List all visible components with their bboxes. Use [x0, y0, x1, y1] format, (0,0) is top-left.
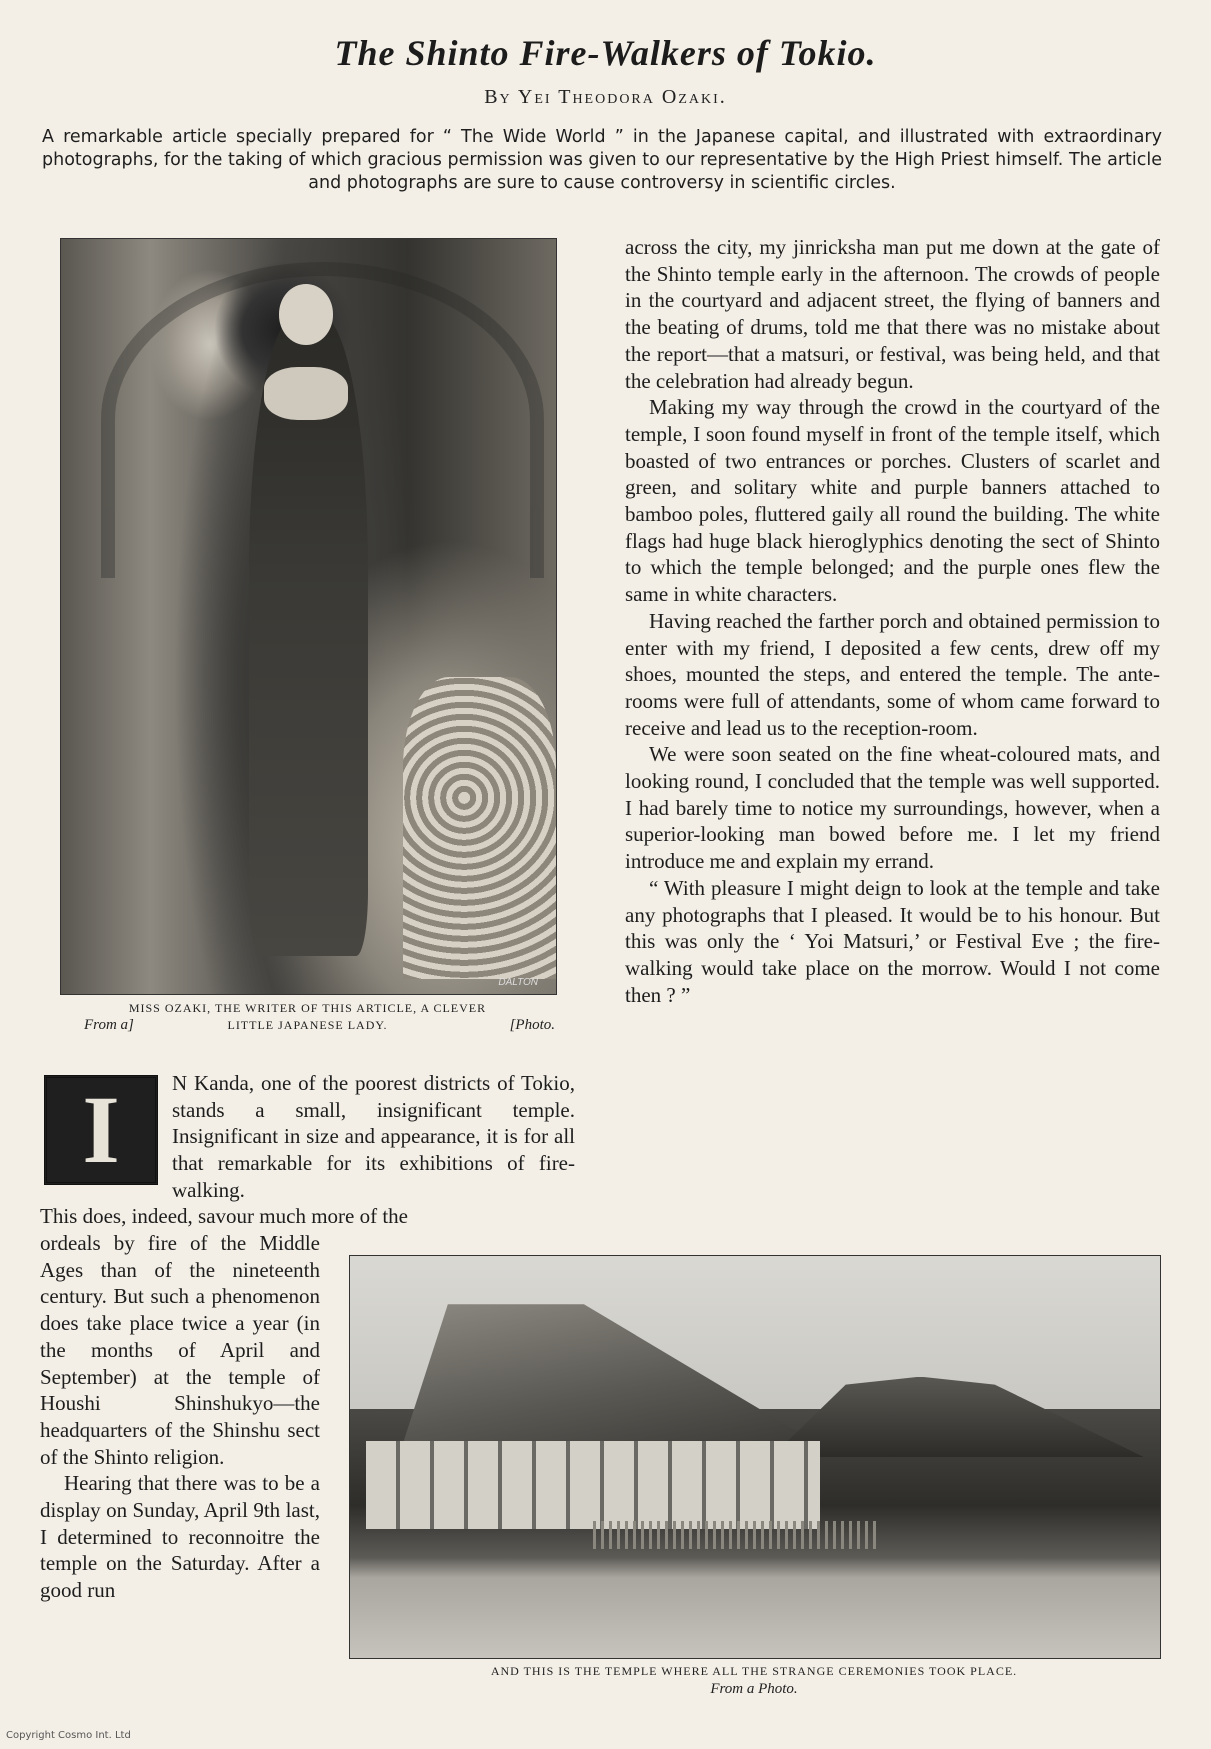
portrait-caption-line1: MISS OZAKI, THE WRITER OF THIS ARTICLE, A CLEVER — [128, 1001, 487, 1015]
temple-fence — [593, 1521, 877, 1549]
portrait-caption-line2: LITTLE JAPANESE LADY. — [227, 1018, 388, 1032]
article-intro: A remarkable article specially prepared for “ The Wide World ” in the Japanese capital, and illustrated with extraordinary photographs, for the taking of which gracious permission was given to our representative by the High Priest himself. The article and photographs are sure to cause controversy in scientific circles. — [42, 127, 1162, 193]
temple-photo — [349, 1255, 1161, 1659]
temple-roof — [366, 1304, 820, 1445]
right-column — [625, 234, 1160, 1008]
paragraph: We were soon seated on the fine wheat-coloured mats, and looking round, I concluded that the temple was well supported. I had barely time to notice my surroundings, however, when a superior-looking man bowed before me. I let my friend introduce me and explain my errand. — [625, 742, 1160, 874]
article-title: The Shinto Fire-Walkers of Tokio. — [334, 33, 877, 73]
photo-signature: DALTON — [498, 977, 538, 988]
draped-table — [403, 677, 556, 979]
lace-collar — [264, 367, 348, 420]
paragraph: Hearing that there was to be a display on Sunday, April 9th last, I determined to reconnoitre the temple on the Saturday. After a good run — [40, 1471, 320, 1603]
copyright-notice: Copyright Cosmo Int. Ltd — [6, 1730, 131, 1741]
left-narrow-column — [40, 1230, 320, 1604]
portrait-caption-row — [60, 1017, 555, 1034]
opening-continuation: This does, indeed, savour much more of the — [40, 1204, 408, 1228]
portrait-photo — [60, 238, 557, 995]
temple-caption — [349, 1662, 1159, 1698]
paragraph: “ With pleasure I might deign to look at the temple and take any photographs that I pleased. It would be to his honour. But this was only the ‘ Yoi Matsuri,’ or Festival Eve ; the fire-walking would take place on the morrow. Would I not come then ? ” — [625, 875, 1160, 1007]
temple-wall — [366, 1441, 820, 1529]
article-byline: By Yei Theodora Ozaki. — [484, 86, 727, 108]
woman-head — [279, 284, 333, 344]
portrait-credit-right: [Photo. — [509, 1017, 555, 1033]
paragraph: ordeals by fire of the Middle Ages than of the nineteenth century. But such a phenomenon does take place twice a year (in the months of April and September) at the temple of Houshi Shinshukyo—the headquarters of the Shinshu sect of the Shinto religion. — [40, 1231, 320, 1469]
temple-credit: From a Photo. — [710, 1681, 798, 1697]
opening-paragraph: N Kanda, one of the poorest districts of Tokio, stands a small, insignificant temple. Insignificant in size and appearance, it is for all that remarkable for its exhibitions of fire-walking. — [172, 1071, 575, 1202]
paragraph: Having reached the farther porch and obtained permission to enter with my friend, I deposited a few cents, drew off my shoes, mounted the steps, and entered the temple. The ante-rooms were full of attendants, some of whom came forward to receive and lead us to the reception-room. — [625, 608, 1160, 740]
paragraph: Making my way through the crowd in the courtyard of the temple, I soon found myself in front of the temple itself, which boasted of two entrances or porches. Clusters of scarlet and green, and solitary white and purple banners attached to bamboo poles, fluttered gaily all round the building. The white flags had huge black hieroglyphics denoting the sect of Shinto to which the temple belonged; and the purple ones flew the same in white characters. — [625, 395, 1160, 607]
temple-caption-text: AND THIS IS THE TEMPLE WHERE ALL THE STRANGE CEREMONIES TOOK PLACE. — [490, 1664, 1018, 1678]
portrait-caption — [60, 1000, 555, 1034]
temple-roof-rear — [771, 1377, 1144, 1457]
paragraph: across the city, my jinricksha man put me down at the gate of the Shinto temple early in the afternoon. The crowds of people in the courtyard and adjacent street, the flying of banners and the beating of drums, told me that there was no mistake about the report—that a matsuri, or festival, was being held, and that the celebration had already begun. — [625, 235, 1160, 393]
portrait-credit-left: From a] — [84, 1017, 134, 1033]
drop-cap-letter: I — [82, 1076, 120, 1183]
drop-cap — [44, 1075, 158, 1185]
